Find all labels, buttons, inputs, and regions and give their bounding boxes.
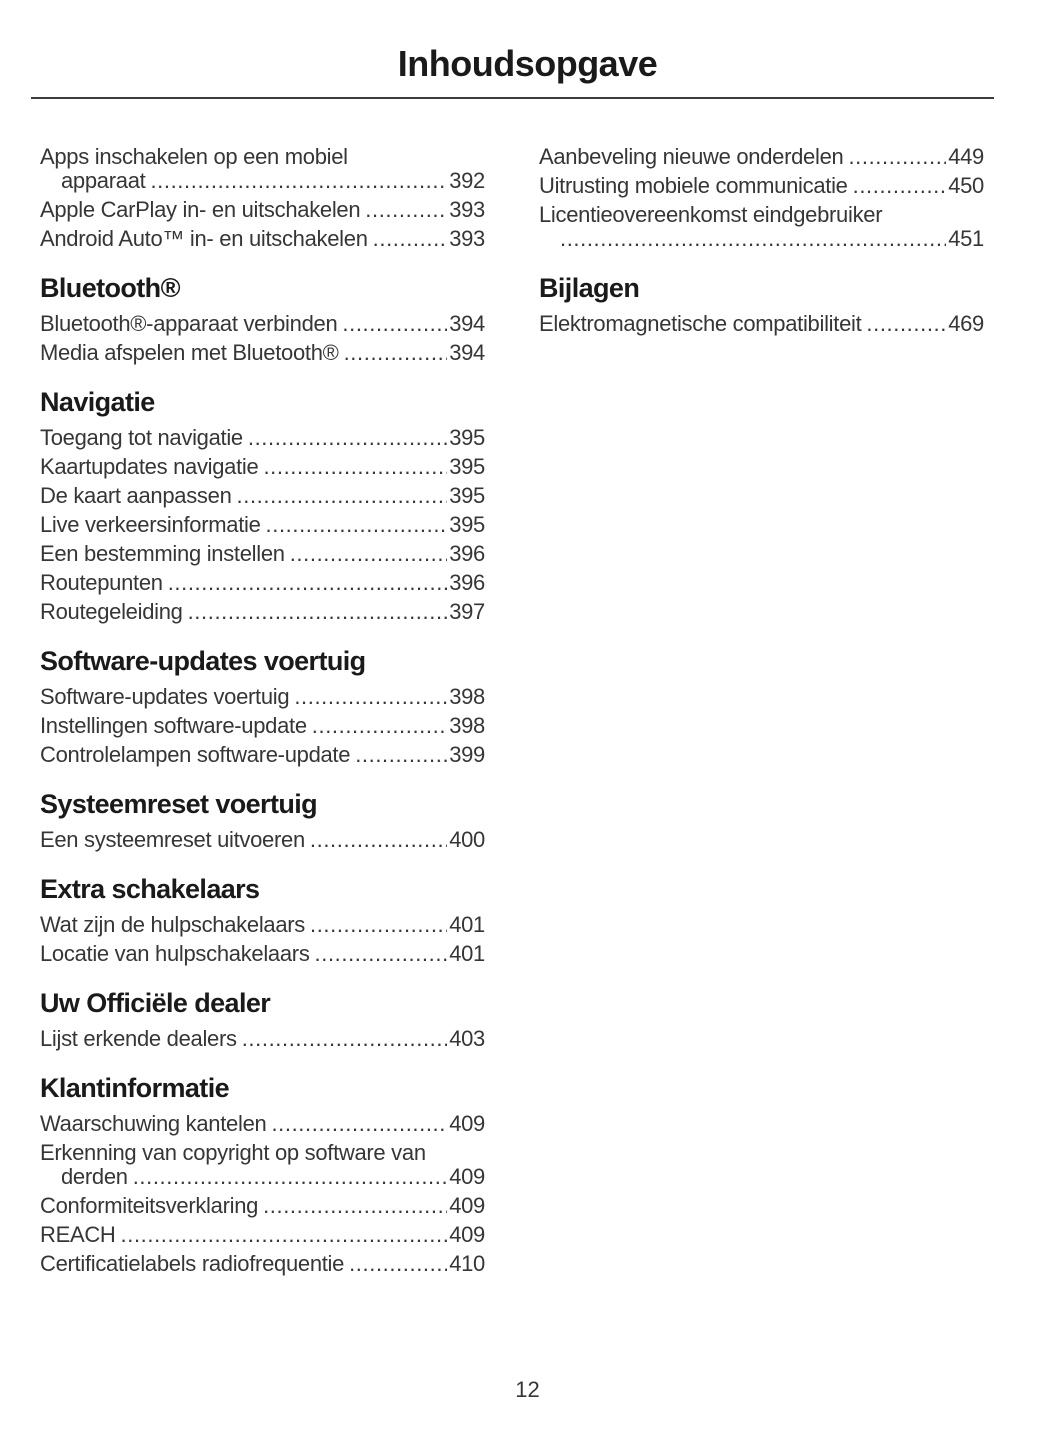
dot-leader-decoration [294, 685, 447, 709]
toc-entry-text: Een bestemming instellen [40, 541, 285, 566]
toc-section [539, 145, 984, 251]
toc-entry-leader-row [40, 341, 485, 365]
toc-entry-text: Een systeemreset uitvoeren [40, 827, 305, 852]
toc-entry-page-number: 395 [449, 483, 485, 508]
toc-entry-text: Android Auto™ in- en uitschakelen [40, 226, 368, 251]
toc-entry-page-number: 395 [449, 512, 485, 537]
toc-entry-text: Erkenning van copyright op software van [40, 1140, 426, 1165]
toc-entry-leader-row [40, 571, 485, 595]
toc-entry [40, 1112, 485, 1136]
toc-entry-page-number: 393 [449, 226, 485, 251]
toc-entry-leader-row [40, 513, 485, 537]
toc-entry [40, 828, 485, 852]
toc-entry-page-number: 398 [449, 684, 485, 709]
page-footer [0, 1378, 1055, 1402]
dot-leader-decoration [866, 312, 946, 336]
toc-entry-text: Wat zijn de hulpschakelaars [40, 912, 305, 937]
dot-leader-decoration [133, 1165, 447, 1189]
toc-section [40, 787, 485, 852]
toc-column-right [539, 145, 984, 1281]
toc-entry-text: Apps inschakelen op een mobiel [40, 144, 348, 169]
toc-entry-leader-row [40, 542, 485, 566]
dot-leader-decoration [310, 828, 447, 852]
toc-columns [0, 145, 1055, 1281]
toc-entry [40, 513, 485, 537]
page-number: 12 [515, 1377, 540, 1402]
toc-entry-page-number: 394 [449, 311, 485, 336]
toc-entry-page-number: 401 [449, 941, 485, 966]
toc-entry-leader-row [539, 174, 984, 198]
toc-entry [40, 571, 485, 595]
dot-leader-decoration [266, 513, 448, 537]
toc-entry-page-number: 392 [449, 168, 485, 193]
dot-leader-decoration [237, 484, 448, 508]
toc-entry [40, 484, 485, 508]
toc-entry-page-number: 394 [449, 340, 485, 365]
toc-entry [40, 1223, 485, 1247]
section-heading: Bijlagen [539, 273, 640, 303]
page-title: Inhoudsopgave [397, 43, 658, 84]
toc-entry-text: apparaat [61, 168, 146, 193]
dot-leader-decoration [355, 743, 447, 767]
section-heading: Systeemreset voertuig [40, 789, 318, 819]
toc-entry [40, 1194, 485, 1218]
dot-leader-decoration [315, 942, 448, 966]
toc-entry-text: Routepunten [40, 570, 163, 595]
toc-entry [40, 312, 485, 336]
section-heading: Bluetooth® [40, 273, 180, 303]
dot-leader-decoration [853, 174, 947, 198]
toc-entry-leader-row [40, 828, 485, 852]
toc-entry [539, 312, 984, 336]
toc-entry-text: Conformiteitsverklaring [40, 1193, 259, 1218]
toc-section [40, 385, 485, 624]
dot-leader-decoration [848, 145, 946, 169]
toc-entry-leader-row [40, 1112, 485, 1136]
toc-entry-text: REACH [40, 1222, 116, 1247]
toc-entry-leader-row [40, 455, 485, 479]
dot-leader-decoration [560, 227, 946, 251]
toc-entry-page-number: 409 [449, 1164, 485, 1189]
toc-entry-page-number: 451 [948, 226, 984, 251]
toc-entry [539, 174, 984, 198]
toc-entry [40, 1027, 485, 1051]
toc-entry-text: Uitrusting mobiele communicatie [539, 173, 848, 198]
section-heading: Navigatie [40, 387, 155, 417]
toc-section [40, 644, 485, 767]
toc-entry-leader-row [539, 312, 984, 336]
toc-entry [40, 942, 485, 966]
toc-entry-text: Routegeleiding [40, 599, 183, 624]
toc-section [40, 872, 485, 966]
toc-entry-text: Live verkeersinformatie [40, 512, 261, 537]
dot-leader-decoration [248, 426, 447, 450]
toc-entry-leader-row [40, 169, 485, 193]
toc-entry [40, 714, 485, 738]
toc-entry-leader-row [40, 600, 485, 624]
toc-entry-leader-row [40, 426, 485, 450]
toc-entry-text: Controlelampen software-update [40, 742, 351, 767]
toc-entry [539, 145, 984, 169]
dot-leader-decoration [312, 714, 447, 738]
toc-entry-text: Toegang tot navigatie [40, 425, 243, 450]
toc-entry [40, 227, 485, 251]
toc-entry-page-number: 469 [948, 311, 984, 336]
dot-leader-decoration [242, 1027, 447, 1051]
toc-entry-leader-row [539, 145, 984, 169]
toc-entry-leader-row [539, 227, 984, 251]
dot-leader-decoration [150, 169, 447, 193]
toc-entry-page-number: 401 [449, 912, 485, 937]
toc-entry-text: Software-updates voertuig [40, 684, 290, 709]
toc-entry-leader-row [40, 714, 485, 738]
toc-entry [40, 600, 485, 624]
toc-entry-page-number: 400 [449, 827, 485, 852]
dot-leader-decoration [263, 455, 447, 479]
toc-entry-text: Media afspelen met Bluetooth® [40, 340, 339, 365]
toc-entry-leader-row [40, 484, 485, 508]
toc-entry [40, 341, 485, 365]
dot-leader-decoration [271, 1112, 447, 1136]
toc-entry [40, 198, 485, 222]
dot-leader-decoration [121, 1223, 448, 1247]
dot-leader-decoration [310, 913, 447, 937]
toc-entry-text: Elektromagnetische compatibiliteit [539, 311, 862, 336]
section-heading: Extra schakelaars [40, 874, 260, 904]
toc-entry-leader-row [40, 1165, 485, 1189]
toc-entry-leader-row [40, 1194, 485, 1218]
toc-entry-leader-row [40, 685, 485, 709]
toc-entry-page-number: 395 [449, 425, 485, 450]
toc-column-left [40, 145, 485, 1281]
toc-entry-text: Instellingen software-update [40, 713, 307, 738]
toc-entry-text: Bluetooth®-apparaat verbinden [40, 311, 338, 336]
toc-entry-text: Apple CarPlay in- en uitschakelen [40, 197, 361, 222]
toc-entry-leader-row [40, 942, 485, 966]
dot-leader-decoration [188, 600, 448, 624]
toc-entry-leader-row [40, 312, 485, 336]
toc-entry-leader-row [40, 198, 485, 222]
toc-entry-page-number: 450 [948, 173, 984, 198]
dot-leader-decoration [365, 198, 447, 222]
toc-entry [40, 743, 485, 767]
toc-entry [539, 203, 984, 251]
toc-entry-page-number: 410 [449, 1251, 485, 1276]
toc-section [40, 986, 485, 1051]
toc-entry-leader-row [40, 227, 485, 251]
toc-entry-page-number: 399 [449, 742, 485, 767]
toc-entry-text: Kaartupdates navigatie [40, 454, 259, 479]
section-heading: Klantinformatie [40, 1073, 230, 1103]
toc-section [40, 271, 485, 365]
toc-entry-page-number: 449 [948, 144, 984, 169]
toc-entry [40, 145, 485, 193]
toc-entry-page-number: 409 [449, 1222, 485, 1247]
toc-entry-text: Aanbeveling nieuwe onderdelen [539, 144, 844, 169]
dot-leader-decoration [373, 227, 448, 251]
dot-leader-decoration [290, 542, 447, 566]
dot-leader-decoration [263, 1194, 447, 1218]
toc-entry-text: derden [61, 1164, 128, 1189]
toc-section [40, 1071, 485, 1276]
toc-entry [40, 542, 485, 566]
toc-entry-page-number: 395 [449, 454, 485, 479]
toc-entry-leader-row [40, 743, 485, 767]
dot-leader-decoration [344, 341, 448, 365]
toc-entry-leader-row [40, 913, 485, 937]
section-heading: Uw Officiële dealer [40, 988, 271, 1018]
toc-entry-text: Lijst erkende dealers [40, 1026, 237, 1051]
toc-entry [40, 1252, 485, 1276]
toc-entry-page-number: 396 [449, 570, 485, 595]
section-heading: Software-updates voertuig [40, 646, 366, 676]
toc-entry-text: Waarschuwing kantelen [40, 1111, 267, 1136]
title-divider [31, 97, 994, 99]
toc-entry-text: De kaart aanpassen [40, 483, 232, 508]
page-header [0, 0, 1055, 99]
dot-leader-decoration [168, 571, 447, 595]
toc-entry-page-number: 409 [449, 1193, 485, 1218]
toc-entry [40, 426, 485, 450]
toc-entry-page-number: 398 [449, 713, 485, 738]
toc-section [40, 145, 485, 251]
toc-entry [40, 1141, 485, 1189]
toc-entry-leader-row [40, 1252, 485, 1276]
toc-entry-page-number: 397 [449, 599, 485, 624]
toc-entry [40, 913, 485, 937]
dot-leader-decoration [349, 1252, 447, 1276]
toc-entry-page-number: 403 [449, 1026, 485, 1051]
toc-entry-text: Certificatielabels radiofrequentie [40, 1251, 345, 1276]
toc-entry-text: Locatie van hulpschakelaars [40, 941, 310, 966]
toc-section [539, 271, 984, 336]
toc-entry [40, 685, 485, 709]
toc-entry-page-number: 409 [449, 1111, 485, 1136]
toc-entry [40, 455, 485, 479]
toc-entry-leader-row [40, 1027, 485, 1051]
toc-entry-leader-row [40, 1223, 485, 1247]
toc-entry-text: Licentieovereenkomst eindgebruiker [539, 202, 883, 227]
dot-leader-decoration [342, 312, 447, 336]
toc-entry-page-number: 393 [449, 197, 485, 222]
toc-entry-page-number: 396 [449, 541, 485, 566]
